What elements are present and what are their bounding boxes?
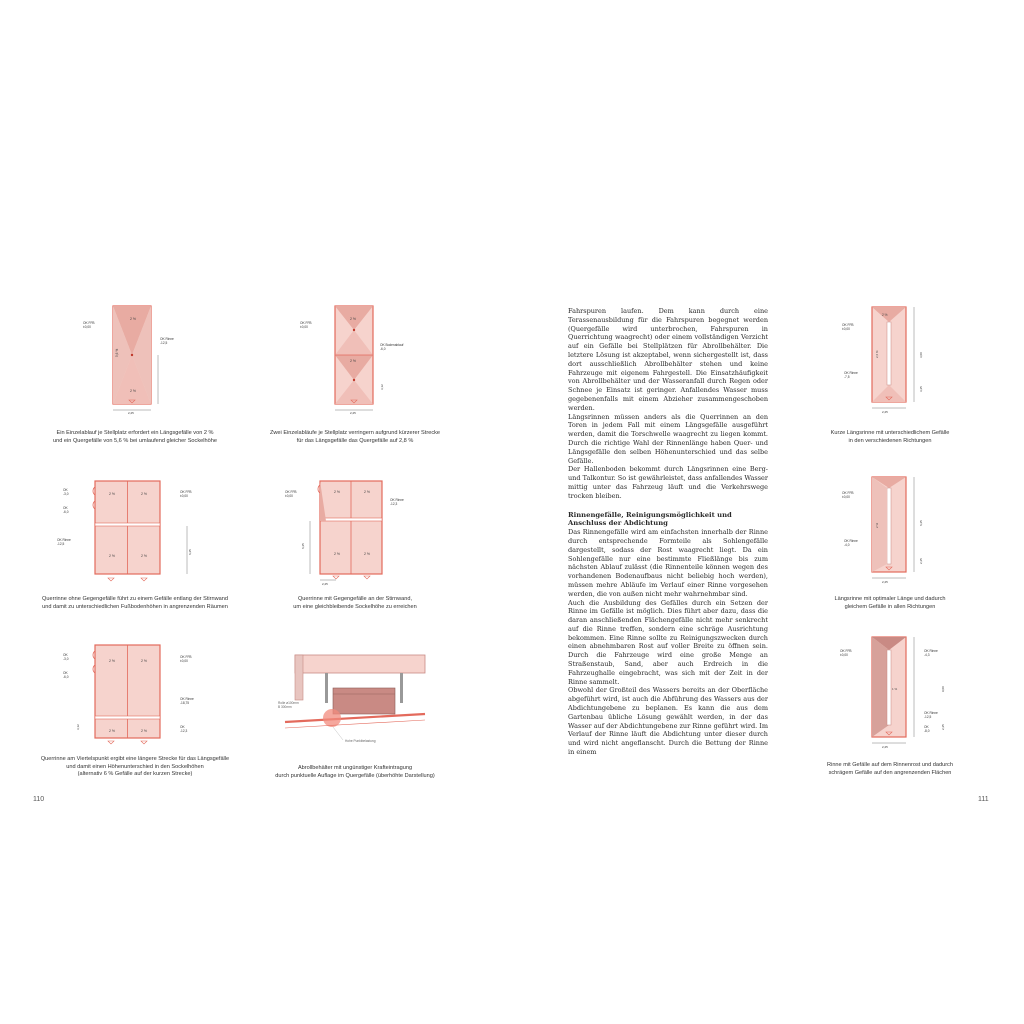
ok-ffb-label: OK FFB (83, 321, 95, 325)
ok-rinne-label: OK Rinne (160, 337, 174, 341)
paragraph: Fahrspuren laufen. Dem kann durch eine Terassenausbildung für die Fahrspuren begegnet werden (Quergefälle wird unterbrochen, Fahrspuren in Querrichtung waagrecht) oder einem vollständigen Verzicht auf ein Gefälle bei Stellplätzen für Abrollbehälter. Die letztere Lösung ist akzeptabel, wenn sichergestellt ist, dass dort ausschließlich Abrollbehälter stehen und keine Fahrzeuge mit eigenem Fahrgestell. Die Einsatzhäufigkeit von Abrollbehälter und der Wasseranfall durch Regen oder Schnee je Einsatz ist geringer. Anfallendes Wasser muss gegebenenfalls mit einem Abzieher zusammengeschoben werden. (568, 307, 768, 412)
dim-width: 2,25 (350, 411, 356, 415)
height-value: ±0,00 (83, 325, 91, 329)
slope-label: 2 % (882, 313, 888, 317)
slope-label: 2 % (350, 317, 357, 321)
ok-label: OK (63, 506, 68, 510)
ok-label: OK (63, 653, 68, 657)
caption-fig4 (240, 596, 470, 611)
slope-label: 2 % (109, 492, 116, 496)
slope-label: 2 % (141, 659, 148, 663)
ok-ffb-label: OK FFB (180, 655, 192, 659)
caption-line: Rinne mit Gefälle auf dem Rinnenrost und dadurch (827, 762, 953, 768)
caption-fig8 (790, 596, 990, 611)
caption-line: Querrinne mit Gegengefälle an der Stirnwand, (297, 596, 413, 602)
figure-single-drain (80, 300, 190, 415)
caption-line: Längsrinne mit optimaler Länge und dadurch (834, 596, 946, 602)
caption-line: Abrollbehälter mit ungünstiger Krafteintragung (297, 765, 413, 771)
caption-fig3 (20, 596, 250, 611)
caption-line: Querrinne am Viertelspunkt ergibt eine längere Strecke für das Längsgefälle (40, 756, 230, 762)
dim-height: 3,25 (919, 386, 923, 392)
caption-line: Kurze Längsrinne mit unterschiedlichem Gefälle (830, 430, 950, 436)
ok-rinne-label: OK Rinne (924, 711, 938, 715)
height-value: -12,5 (160, 341, 168, 345)
dim-width: 2,25 (882, 580, 888, 584)
ok-ffb-label: OK FFB (842, 323, 854, 327)
height-value: -12,5 (924, 715, 932, 719)
dim-height: 6,25 (188, 549, 192, 555)
height-value: ±0,00 (300, 325, 308, 329)
height-value: -12,5 (57, 542, 65, 546)
ok-label: OK (63, 671, 68, 675)
slope-label: 2 % (875, 522, 879, 528)
dim-height: 6,25 (919, 520, 923, 526)
height-value: -8,0 (924, 729, 930, 733)
slope-label: 2,6 % (875, 350, 879, 358)
ok-ffb-label: OK FFB (285, 490, 297, 494)
dim-height: 2,25 (919, 558, 923, 564)
height-value: ±0,00 (842, 495, 850, 499)
section-heading: Rinnengefälle, Reinigungsmöglichkeit und Anschluss der Abdichtung (568, 510, 732, 528)
page-number-right: 111 (978, 796, 989, 803)
height-value: -18,75 (180, 701, 190, 705)
dim-width: 2,25 (128, 411, 134, 415)
height-value: ±0,00 (285, 494, 293, 498)
paragraph: Auch die Ausbildung des Gefälles durch ein Setzen der Rinne im Gefälle ist möglich. Dies führt aber dazu, dass die daran anschließenden Flächengefälle nicht mehr senkrecht auf die Rinne treffen, sondern eine schräge Ausrichtung bekommen. Eine Rinne sollte zu Reinigungszwecken durch einen abnehmbaren Rost auf voller Breite zu öffnen sein. Durch die Fahrzeuge wird eine große Menge an Straßenstaub, Sand, aber auch Erdreich in die Fahrzeughalle eingebracht, was sich mit der Zeit in der Rinne sammelt. (568, 598, 768, 686)
dim-height: 3,12 (76, 724, 80, 730)
caption-line: und damit zu unterschiedlichen Fußbodenhöhen in angrenzenden Räumen (42, 603, 228, 610)
caption-fig5 (20, 756, 250, 779)
ok-bodenablauf-label: OK Bodenablauf (380, 343, 404, 347)
ok-rinne-label: OK Rinne (180, 697, 194, 701)
figure-cross-channel-no-counter-slope (55, 475, 205, 590)
slope-label: 2 % (141, 729, 148, 733)
caption-line: um eine gleichbleibende Sockelhöhe zu erreichen (293, 603, 417, 610)
ok-rinne-label: OK Rinne (390, 498, 404, 502)
slope-label: 2 % (334, 552, 341, 556)
paragraph: Der Hallenboden bekommt durch Längsrinnen eine Berg- und Talkontur. So ist gewährleistet, dass anfallendes Wasser mittig unter das Fahrzeug läuft und die Verkehrswege trocken bleiben. (568, 465, 768, 500)
slope-label: 5,6 % (115, 348, 119, 357)
dim-height: 3,12 (380, 384, 384, 390)
dim-height: 3,00 (919, 352, 923, 358)
figure-roll-off-container (275, 650, 435, 750)
caption-fig7 (790, 430, 990, 445)
slope-label: 1 % (892, 687, 898, 691)
height-value: -4,0 (844, 543, 850, 547)
caption-line: durch punktuelle Auflage im Quergefälle (überhöhte Darstellung) (275, 772, 435, 779)
caption-line: Zwei Einzelabläufe je Stellplatz verringern aufgrund kürzerer Strecke (269, 430, 441, 436)
dim-height: 2,25 (941, 724, 945, 730)
page-number-left: 110 (33, 796, 45, 803)
slope-label: 2 % (130, 389, 137, 393)
height-value: -12,3 (390, 502, 398, 506)
caption-line: und damit einen Höhenunterschied in den Sockelhöhen (66, 763, 204, 770)
height-value: ±0,00 (840, 653, 848, 657)
height-value: -3,0 (63, 492, 69, 496)
caption-fig1 (20, 430, 250, 445)
slope-label: 2 % (109, 659, 116, 663)
ok-rinne-label: OK Rinne (924, 649, 938, 653)
height-value: -6,0 (63, 675, 69, 679)
caption-fig2 (240, 430, 470, 445)
paragraph: Das Rinnengefälle wird am einfachsten innerhalb der Rinne durch entsprechende Formteile als Sohlengefälle dargestellt, sodass der Rost waagrecht liegt. Da ein Sohlengefälle nur eine bestimmte Fließlänge bis zum nächsten Ablauf zulässt (die Rinnenteile können wegen des vorhandenen Bodenaufbaus nicht beliebig hoch werden), müssen mehre Abläufe im Verlauf einer Rinne vorgesehen werden, die von außen nicht mehr wahrnehmbar sind. (568, 528, 768, 598)
ok-label: OK (180, 725, 185, 729)
caption-fig9 (790, 762, 990, 777)
slope-label: 2 % (364, 490, 371, 494)
slope-label: 2 % (109, 729, 116, 733)
ok-rinne-label: OK Rinne (844, 539, 858, 543)
figure-two-drains (295, 300, 405, 415)
ok-ffb-label: OK FFB (840, 649, 852, 653)
figure-sloped-grate-channel (830, 630, 950, 755)
slope-label: 2 % (334, 490, 341, 494)
slope-label: 2 % (364, 552, 371, 556)
ok-rinne-label: OK Rinne (57, 538, 71, 542)
caption-fig6 (240, 765, 470, 780)
ok-label: OK (924, 725, 929, 729)
caption-line: in den verschiedenen Richtungen (848, 437, 932, 444)
height-value: ±0,00 (842, 327, 850, 331)
dim-width: 2,25 (882, 745, 888, 749)
height-value: ±0,00 (180, 494, 188, 498)
paragraph: Längsrinnen müssen anders als die Querrinnen an den Toren in jedem Fall mit einem Längsgefälle ausgeführt werden, damit die Torschwelle waagrecht zu liegen kommt. Durch die richtige Wahl der Rinnenlänge haben Quer- und Längsgefälle den selben Höhenunterschied und das selbe Gefälle. (568, 412, 768, 465)
caption-line: und ein Quergefälle von 5,6 % bei umlaufend gleicher Sockelhöhe (53, 437, 217, 444)
slope-label: 2 % (141, 554, 148, 558)
point-load-label: Hohe Punktbelastung (345, 739, 376, 743)
caption-line: (alternativ 6 % Gefälle auf der kurzen Strecke) (77, 771, 193, 778)
ok-label: OK (63, 488, 68, 492)
dim-width: 2,25 (882, 410, 888, 414)
slope-label: 2 % (130, 317, 137, 321)
slope-label: 2 % (141, 492, 148, 496)
height-value: -12,3 (180, 729, 188, 733)
caption-line: gleichem Gefälle in allen Richtungen (844, 603, 936, 610)
caption-line: Ein Einzelablauf je Stellplatz erfordert ein Längsgefälle von 2 % (56, 430, 214, 436)
ok-rinne-label: OK Rinne (844, 371, 858, 375)
figure-short-longitudinal-channel (830, 300, 950, 420)
figure-optimal-longitudinal-channel (830, 470, 950, 590)
ok-ffb-label: OK FFB (180, 490, 192, 494)
dim-width: 2,25 (322, 582, 328, 586)
body-text (568, 307, 768, 757)
roller-width-label: B 300mm (278, 705, 292, 709)
caption-line: schrägem Gefälle auf den angrenzenden Flächen (828, 769, 952, 776)
dim-height: 6,25 (301, 543, 305, 549)
roller-label: Rolle ø100mm (278, 701, 299, 705)
ok-ffb-label: OK FFB (842, 491, 854, 495)
height-value: -6,0 (63, 510, 69, 514)
figure-quarter-point-channel (55, 640, 205, 750)
caption-line: für das Längsgefälle das Quergefälle auf 2,8 % (296, 437, 414, 444)
height-value: -3,0 (63, 657, 69, 661)
height-value: -4,3 (924, 653, 930, 657)
height-value: ±0,00 (180, 659, 188, 663)
caption-line: Querrinne ohne Gegengefälle führt zu einem Gefälle entlang der Stirnwand (42, 596, 228, 602)
slope-label: 2 % (109, 554, 116, 558)
height-value: -7,5 (844, 375, 850, 379)
height-value: -6,0 (380, 347, 386, 351)
figure-cross-channel-counter-slope (280, 475, 420, 590)
dim-height: 9,00 (941, 686, 945, 692)
ok-ffb-label: OK FFB (300, 321, 312, 325)
paragraph: Obwohl der Großteil des Wassers bereits an der Oberfläche abgeführt wird, ist auch die Abführung des Wassers aus der Abdichtungebene zu beplanen. Es kann die aus dem Gartenbau übliche Lösung gewählt werden, in der das Wasser auf der Abdichtungebene zur Rinne geführt wird. Im Verlauf der Rinne läuft die Abdichtung unter dieser durch und wird nicht angeflanscht. Durch die Bettung der Rinne in einem (568, 686, 768, 757)
slope-label: 2 % (350, 359, 357, 363)
